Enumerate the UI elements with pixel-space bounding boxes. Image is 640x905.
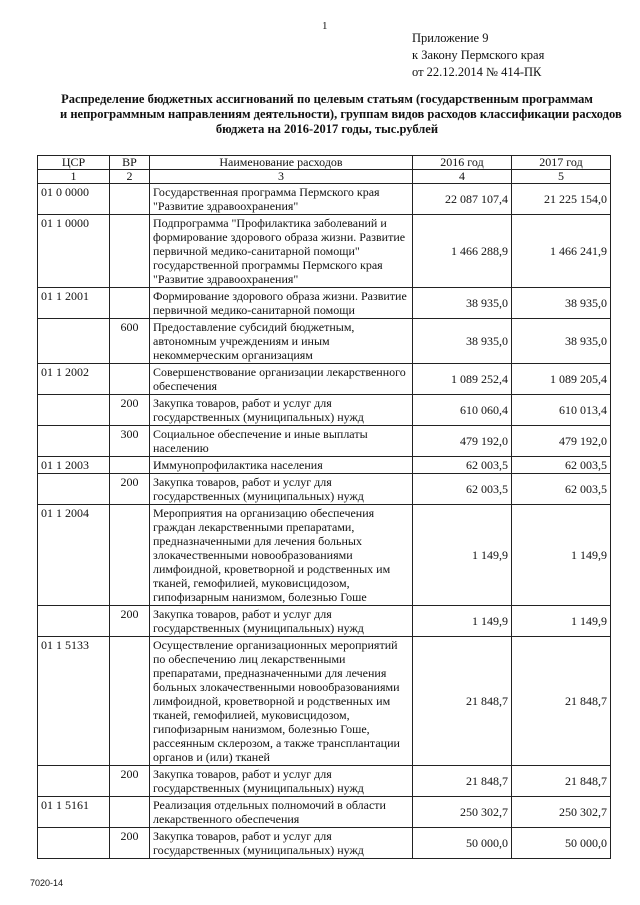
amount-2017-cell: 610 013,4: [512, 395, 611, 426]
amount-2016-cell: 1 466 288,9: [413, 215, 512, 288]
vr-cell: [110, 184, 150, 215]
amount-2016-cell: 21 848,7: [413, 766, 512, 797]
header-2016: 2016 год: [413, 156, 512, 170]
amount-2017-cell: 1 149,9: [512, 505, 611, 606]
amount-2017-cell: 21 225 154,0: [512, 184, 611, 215]
vr-cell: [110, 637, 150, 766]
amount-2017-cell: 21 848,7: [512, 766, 611, 797]
amount-2016-cell: 1 149,9: [413, 606, 512, 637]
amount-2017-cell: 62 003,5: [512, 474, 611, 505]
amount-2016-cell: 38 935,0: [413, 288, 512, 319]
col-number: 2: [110, 170, 150, 184]
col-number: 1: [38, 170, 110, 184]
amount-2017-cell: 50 000,0: [512, 828, 611, 859]
csr-cell: 01 1 2003: [38, 457, 110, 474]
amount-2017-cell: 250 302,7: [512, 797, 611, 828]
expense-name-cell: Закупка товаров, работ и услуг для государственных (муниципальных) нужд: [150, 395, 413, 426]
budget-table: [37, 155, 611, 859]
expense-name-cell: Государственная программа Пермского края "Развитие здравоохранения": [150, 184, 413, 215]
vr-cell: 200: [110, 606, 150, 637]
amount-2016-cell: 250 302,7: [413, 797, 512, 828]
table-row: [38, 606, 611, 637]
expense-name-cell: Закупка товаров, работ и услуг для государственных (муниципальных) нужд: [150, 766, 413, 797]
header-csr: ЦСР: [38, 156, 110, 170]
csr-cell: 01 1 2001: [38, 288, 110, 319]
col-number: 3: [150, 170, 413, 184]
appendix-title: Приложение 9: [412, 31, 489, 45]
table-row: [38, 637, 611, 766]
table-row: [38, 797, 611, 828]
table-row: [38, 766, 611, 797]
page-number: 1: [322, 20, 328, 32]
expense-name-cell: Подпрограмма "Профилактика заболеваний и формирование здорового образа жизни. Развитие первичной медико-санитарной помощи" государственной программы Пермского края "Развитие здравоохранения": [150, 215, 413, 288]
vr-cell: [110, 797, 150, 828]
expense-name-cell: Совершенствование организации лекарственного обеспечения: [150, 364, 413, 395]
csr-cell: 01 1 2004: [38, 505, 110, 606]
vr-cell: [110, 364, 150, 395]
expense-name-cell: Закупка товаров, работ и услуг для государственных (муниципальных) нужд: [150, 474, 413, 505]
table-row: [38, 426, 611, 457]
appendix-block: [412, 30, 544, 81]
header-name: Наименование расходов: [150, 156, 413, 170]
csr-cell: [38, 606, 110, 637]
title-line: Распределение бюджетных ассигнований по целевым статьям (государственным программам: [61, 92, 593, 106]
expense-name-cell: Иммунопрофилактика населения: [150, 457, 413, 474]
expense-name-cell: Мероприятия на организацию обеспечения граждан лекарственными препаратами, предназначенными для лечения больных злокачественными новообразованиями лимфоидной, кроветворной и родственных им тканей, гемофилией, муковисцидозом, гипофизарным нанизмом, болезнью Гоше: [150, 505, 413, 606]
header-2017: 2017 год: [512, 156, 611, 170]
csr-cell: [38, 395, 110, 426]
amount-2016-cell: 62 003,5: [413, 457, 512, 474]
vr-cell: [110, 505, 150, 606]
vr-cell: [110, 215, 150, 288]
table-row: [38, 828, 611, 859]
vr-cell: 200: [110, 766, 150, 797]
document-title: [60, 92, 622, 137]
expense-name-cell: Формирование здорового образа жизни. Развитие первичной медико-санитарной помощи: [150, 288, 413, 319]
amount-2016-cell: 610 060,4: [413, 395, 512, 426]
amount-2017-cell: 1 149,9: [512, 606, 611, 637]
amount-2017-cell: 62 003,5: [512, 457, 611, 474]
appendix-date: от 22.12.2014 № 414-ПК: [412, 65, 542, 79]
csr-cell: 01 0 0000: [38, 184, 110, 215]
vr-cell: 200: [110, 828, 150, 859]
table-row: [38, 457, 611, 474]
vr-cell: 300: [110, 426, 150, 457]
expense-name-cell: Социальное обеспечение и иные выплаты населению: [150, 426, 413, 457]
amount-2016-cell: 1 089 252,4: [413, 364, 512, 395]
csr-cell: [38, 766, 110, 797]
csr-cell: [38, 319, 110, 364]
footer-code: 7020-14: [30, 878, 64, 888]
csr-cell: 01 1 2002: [38, 364, 110, 395]
column-number-row: [38, 170, 611, 184]
vr-cell: [110, 288, 150, 319]
vr-cell: 600: [110, 319, 150, 364]
expense-name-cell: Реализация отдельных полномочий в области лекарственного обеспечения: [150, 797, 413, 828]
title-line: и непрограммным направлениям деятельности), группам видов расходов классификации расходов: [60, 107, 622, 121]
csr-cell: 01 1 5133: [38, 637, 110, 766]
vr-cell: [110, 457, 150, 474]
csr-cell: 01 1 5161: [38, 797, 110, 828]
csr-cell: [38, 426, 110, 457]
table-row: [38, 184, 611, 215]
expense-name-cell: Закупка товаров, работ и услуг для государственных (муниципальных) нужд: [150, 828, 413, 859]
appendix-law: к Закону Пермского края: [412, 48, 545, 62]
amount-2017-cell: 38 935,0: [512, 288, 611, 319]
expense-name-cell: Предоставление субсидий бюджетным, автономным учреждениям и иным некоммерческим организациям: [150, 319, 413, 364]
table-row: [38, 505, 611, 606]
amount-2016-cell: 38 935,0: [413, 319, 512, 364]
header-row: [38, 156, 611, 170]
amount-2017-cell: 21 848,7: [512, 637, 611, 766]
vr-cell: 200: [110, 474, 150, 505]
vr-cell: 200: [110, 395, 150, 426]
table-row: [38, 319, 611, 364]
expense-name-cell: Закупка товаров, работ и услуг для государственных (муниципальных) нужд: [150, 606, 413, 637]
title-line: бюджета на 2016-2017 годы, тыс.рублей: [215, 122, 439, 136]
table-row: [38, 288, 611, 319]
table-body: [38, 184, 611, 859]
csr-cell: [38, 474, 110, 505]
expense-name-cell: Осуществление организационных мероприятий по обеспечению лиц лекарственными препаратами, предназначенными для лечения больных злокачественными новообразованиями лимфоидной, кроветворной и родственных им тканей, гемофилией, муковисцидозом, гипофизарным нанизмом, болезнью Гоше, рассеянным склерозом, а также трансплантации органов и (или) тканей: [150, 637, 413, 766]
amount-2017-cell: 1 089 205,4: [512, 364, 611, 395]
table-row: [38, 474, 611, 505]
csr-cell: 01 1 0000: [38, 215, 110, 288]
amount-2016-cell: 50 000,0: [413, 828, 512, 859]
amount-2016-cell: 22 087 107,4: [413, 184, 512, 215]
amount-2016-cell: 62 003,5: [413, 474, 512, 505]
csr-cell: [38, 828, 110, 859]
col-number: 5: [512, 170, 611, 184]
table-row: [38, 364, 611, 395]
amount-2016-cell: 1 149,9: [413, 505, 512, 606]
amount-2017-cell: 479 192,0: [512, 426, 611, 457]
table-row: [38, 395, 611, 426]
amount-2016-cell: 21 848,7: [413, 637, 512, 766]
table-row: [38, 215, 611, 288]
amount-2017-cell: 1 466 241,9: [512, 215, 611, 288]
amount-2016-cell: 479 192,0: [413, 426, 512, 457]
header-vr: ВР: [110, 156, 150, 170]
amount-2017-cell: 38 935,0: [512, 319, 611, 364]
col-number: 4: [413, 170, 512, 184]
